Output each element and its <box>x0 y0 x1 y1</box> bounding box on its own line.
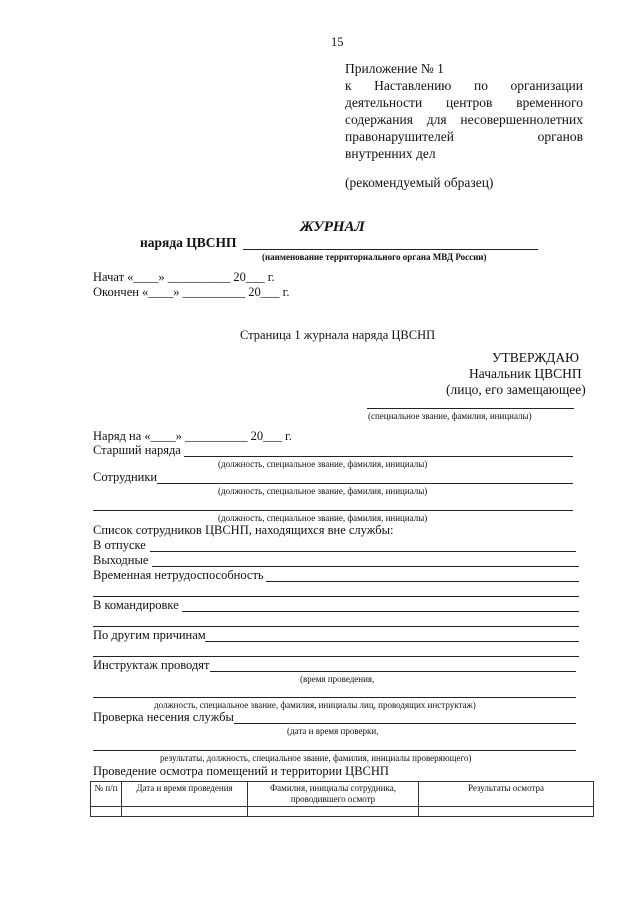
briefing-label: Инструктаж проводят <box>93 658 210 672</box>
check-line-2 <box>93 750 576 751</box>
page-heading: Страница 1 журнала наряда ЦВСНП <box>240 328 436 342</box>
vacation-line <box>150 551 576 552</box>
table-cell <box>122 807 248 817</box>
staff-line <box>157 483 573 484</box>
inspection-table <box>90 781 594 817</box>
sample-note: (рекомендуемый образец) <box>345 175 494 190</box>
table-header-row <box>91 782 594 807</box>
approve-deputy: (лицо, его замещающее) <box>446 382 586 397</box>
briefing-caption: должность, специальное звание, фамилия, инициалы лиц, проводящих инструктаж) <box>154 700 476 710</box>
sick-line-2 <box>93 596 579 597</box>
col-employee-header: Фамилия, инициалы сотрудника, проводившего осмотр <box>248 782 419 807</box>
check-time: (дата и время проверки, <box>287 726 379 736</box>
business-trip-line-2 <box>93 626 579 627</box>
approve-line <box>367 408 574 409</box>
vacation-label: В отпуске <box>93 538 146 552</box>
staff-label: Сотрудники <box>93 470 158 484</box>
approve-caption: (специальное звание, фамилия, инициалы) <box>368 411 532 421</box>
business-trip-line <box>182 611 579 612</box>
approve-chief: Начальник ЦВСНП <box>469 366 582 381</box>
appendix-block <box>345 60 583 162</box>
business-trip-label: В командировке <box>93 598 179 612</box>
subtitle-caption: (наименование территориального органа МВД России) <box>262 252 487 262</box>
briefing-line <box>210 671 576 672</box>
staff-caption-2: (должность, специальное звание, фамилия, инициалы) <box>218 513 428 523</box>
sick-label: Временная нетрудоспособность <box>93 568 264 582</box>
page-number: 15 <box>331 35 344 49</box>
duty-on-line: Наряд на «____» __________ 20___ г. <box>93 429 292 443</box>
inspection-title: Проведение осмотра помещений и территории ЦВСНП <box>93 764 389 778</box>
started-line: Начат «____» __________ 20___ г. <box>93 270 275 284</box>
approve-word: УТВЕРЖДАЮ <box>492 350 580 365</box>
table-row <box>91 807 594 817</box>
col-date-header: Дата и время проведения <box>122 782 248 807</box>
senior-caption: (должность, специальное звание, фамилия, инициалы) <box>218 459 428 469</box>
appendix-line: внутренних дел <box>345 146 436 161</box>
other-line-2 <box>93 656 579 657</box>
senior-label: Старший наряда <box>93 443 181 457</box>
appendix-line: к Наставлению по организации <box>345 78 583 93</box>
other-line <box>205 641 579 642</box>
table-cell <box>248 807 419 817</box>
col-results-header: Результаты осмотра <box>419 782 594 807</box>
staff-line-2 <box>93 510 573 511</box>
journal-title: ЖУРНАЛ <box>300 219 365 235</box>
table-cell <box>91 807 122 817</box>
staff-caption: (должность, специальное звание, фамилия, инициалы) <box>218 486 428 496</box>
check-caption: результаты, должность, специальное звание, фамилия, инициалы проверяющего) <box>160 753 472 763</box>
appendix-line: деятельности центров временного <box>345 95 583 110</box>
days-off-line <box>152 566 579 567</box>
other-label: По другим причинам <box>93 628 206 642</box>
journal-subtitle: наряда ЦВСНП <box>140 235 237 250</box>
absent-list-label: Список сотрудников ЦВСНП, находящихся вне службы: <box>93 523 394 537</box>
ended-line: Окончен «____» __________ 20___ г. <box>93 285 290 299</box>
appendix-line: правонарушителей органов <box>345 129 583 144</box>
appendix-line: содержания для несовершеннолетних <box>345 112 583 127</box>
check-label: Проверка несения службы <box>93 710 234 724</box>
days-off-label: Выходные <box>93 553 149 567</box>
briefing-line-2 <box>93 697 576 698</box>
col-number-header: № п/п <box>91 782 122 807</box>
subtitle-line <box>243 249 538 250</box>
briefing-time: (время проведения, <box>300 674 375 684</box>
sick-line <box>266 581 579 582</box>
senior-line <box>184 456 573 457</box>
check-line <box>234 723 576 724</box>
table-cell <box>419 807 594 817</box>
appendix-line: Приложение № 1 <box>345 61 444 76</box>
